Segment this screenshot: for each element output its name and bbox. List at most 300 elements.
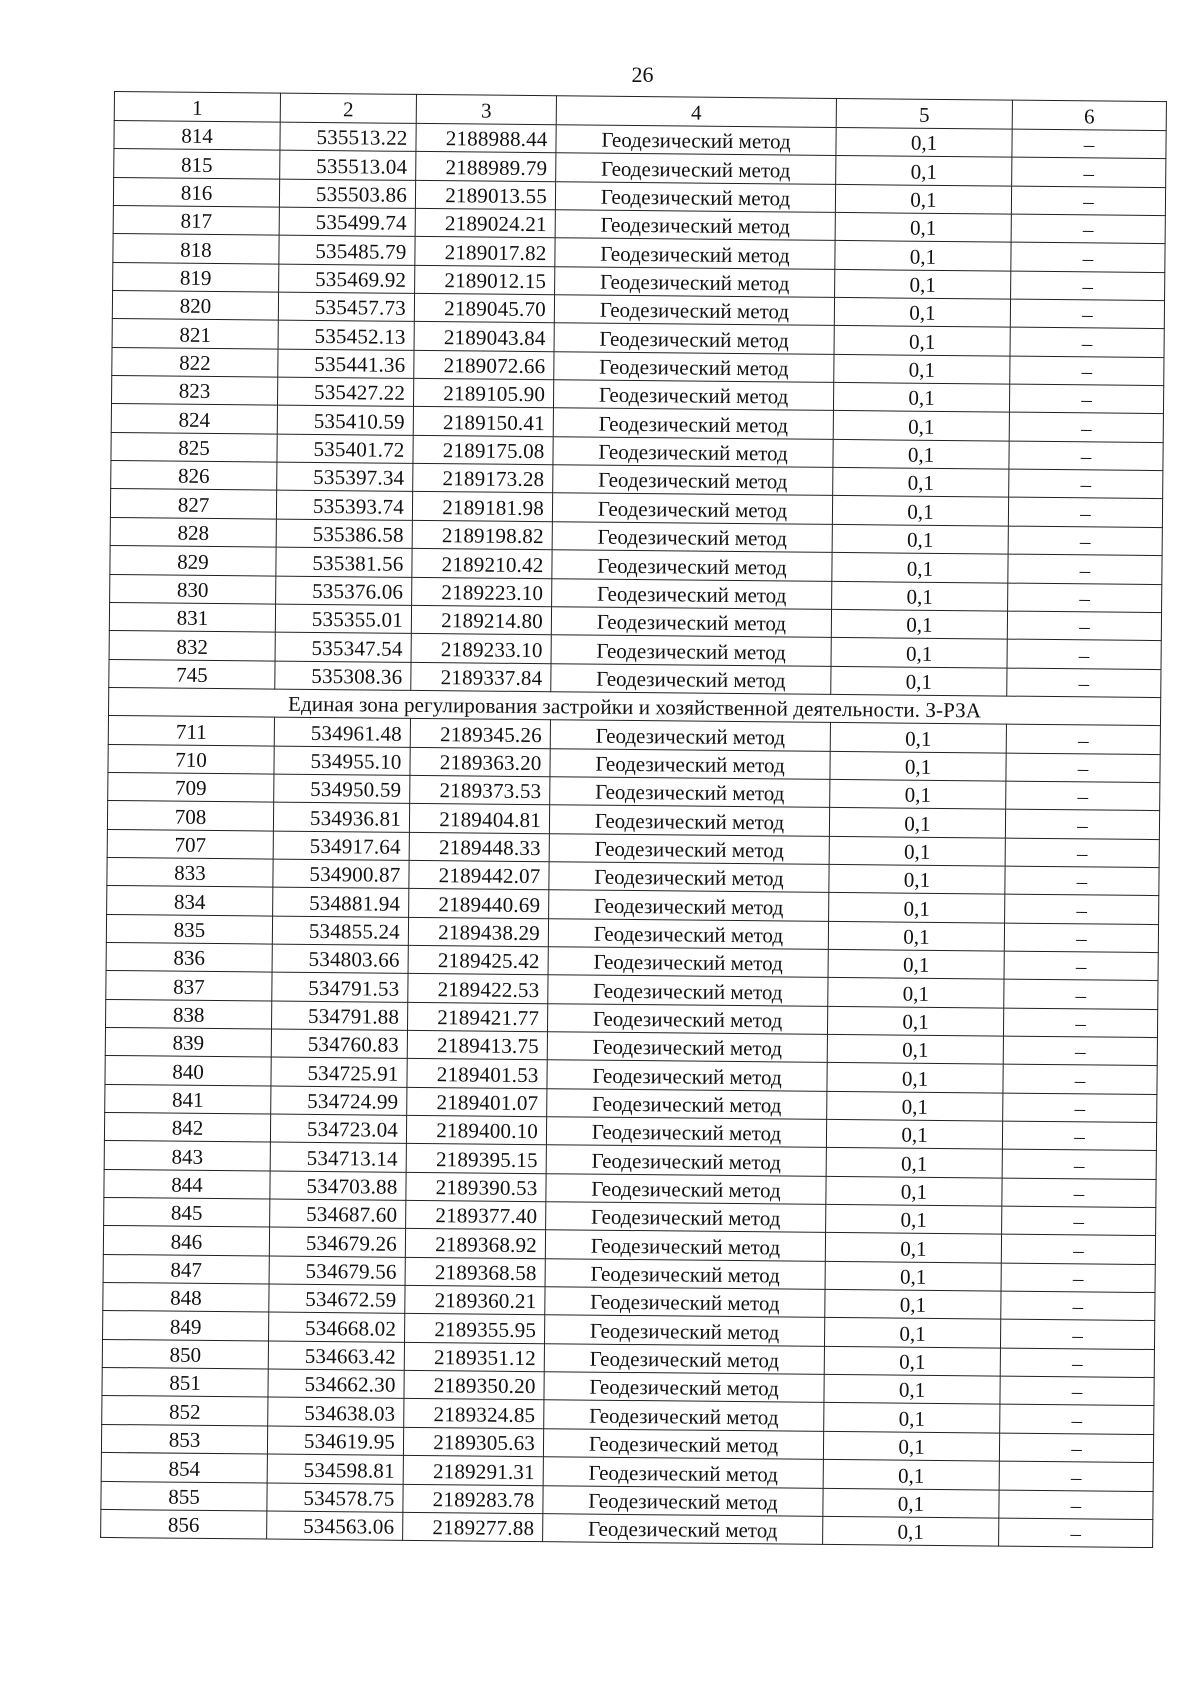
point-number-cell: 835	[106, 914, 272, 944]
accuracy-cell: 0,1	[835, 269, 1011, 299]
note-cell: –	[1005, 838, 1159, 868]
accuracy-cell: 0,1	[835, 184, 1011, 214]
y-coordinate-cell: 2189043.84	[414, 322, 554, 352]
accuracy-cell: 0,1	[828, 978, 1004, 1008]
x-coordinate-cell: 534619.95	[267, 1426, 403, 1456]
point-number-cell: 820	[112, 291, 278, 321]
section-title: Единая зона регулирования застройки и хозяйственной деятельности. З-РЗА	[109, 687, 1161, 725]
accuracy-cell: 0,1	[824, 1403, 1000, 1433]
method-cell: Геодезический метод	[555, 238, 835, 269]
y-coordinate-cell: 2189413.75	[407, 1030, 547, 1060]
note-cell: –	[1007, 639, 1161, 669]
note-cell: –	[1004, 951, 1158, 981]
point-number-cell: 710	[108, 744, 274, 774]
point-number-cell: 834	[107, 886, 273, 916]
note-cell: –	[1000, 1320, 1154, 1350]
x-coordinate-cell: 535381.56	[276, 547, 412, 577]
point-number-cell: 840	[105, 1056, 271, 1086]
point-number-cell: 709	[108, 772, 274, 802]
accuracy-cell: 0,1	[833, 439, 1009, 469]
method-cell: Геодезический метод	[553, 408, 833, 439]
note-cell: –	[1001, 1234, 1155, 1264]
accuracy-cell: 0,1	[834, 297, 1010, 327]
x-coordinate-cell: 535347.54	[275, 632, 411, 662]
method-cell: Геодезический метод	[548, 975, 828, 1006]
accuracy-cell: 0,1	[835, 212, 1011, 242]
x-coordinate-cell: 535401.72	[277, 434, 413, 464]
y-coordinate-cell: 2189305.63	[403, 1427, 543, 1457]
y-coordinate-cell: 2189363.20	[410, 747, 550, 777]
point-number-cell: 842	[104, 1112, 270, 1142]
y-coordinate-cell: 2189404.81	[409, 804, 549, 834]
method-cell: Геодезический метод	[552, 522, 832, 553]
point-number-cell: 848	[103, 1283, 269, 1313]
method-cell: Геодезический метод	[547, 1060, 827, 1091]
point-number-cell: 707	[107, 829, 273, 859]
method-cell: Геодезический метод	[545, 1230, 825, 1261]
y-coordinate-cell: 2189368.58	[405, 1257, 545, 1287]
note-cell: –	[1008, 554, 1162, 584]
accuracy-cell: 0,1	[827, 1034, 1003, 1064]
x-coordinate-cell: 534638.03	[268, 1398, 404, 1428]
method-cell: Геодезический метод	[548, 918, 828, 949]
point-number-cell: 745	[109, 659, 275, 689]
method-cell: Геодезический метод	[555, 210, 835, 241]
accuracy-cell: 0,1	[832, 581, 1008, 611]
method-cell: Геодезический метод	[546, 1173, 826, 1204]
method-cell: Геодезический метод	[550, 720, 830, 751]
note-cell: –	[999, 1433, 1153, 1463]
method-cell: Геодезический метод	[550, 748, 830, 779]
page-number: 26	[631, 62, 654, 87]
y-coordinate-cell: 2188988.44	[416, 123, 556, 153]
accuracy-cell: 0,1	[823, 1460, 999, 1490]
accuracy-cell: 0,1	[823, 1516, 999, 1546]
note-cell: –	[1001, 1263, 1155, 1293]
accuracy-cell: 0,1	[835, 241, 1011, 271]
point-number-cell: 814	[114, 121, 280, 151]
note-cell: –	[1009, 384, 1163, 414]
x-coordinate-cell: 534598.81	[267, 1454, 403, 1484]
y-coordinate-cell: 2189448.33	[409, 832, 549, 862]
note-cell: –	[1003, 1093, 1157, 1123]
x-coordinate-cell: 535386.58	[276, 519, 412, 549]
y-coordinate-cell: 2189360.21	[405, 1285, 545, 1315]
x-coordinate-cell: 534803.66	[272, 944, 408, 974]
note-cell: –	[1008, 583, 1162, 613]
point-number-cell: 838	[106, 999, 272, 1029]
column-header: 5	[836, 98, 1012, 129]
y-coordinate-cell: 2189401.07	[407, 1087, 547, 1117]
note-cell: –	[1002, 1206, 1156, 1236]
point-number-cell: 839	[105, 1027, 271, 1057]
note-cell: –	[1005, 866, 1159, 896]
note-cell: –	[1003, 1008, 1157, 1038]
method-cell: Геодезический метод	[551, 607, 831, 638]
note-cell: –	[1003, 1036, 1157, 1066]
x-coordinate-cell: 535499.74	[279, 207, 415, 237]
note-cell: –	[1002, 1121, 1156, 1151]
method-cell: Геодезический метод	[551, 635, 831, 666]
note-cell: –	[1009, 469, 1163, 499]
point-number-cell: 847	[103, 1254, 269, 1284]
method-cell: Геодезический метод	[554, 351, 834, 382]
accuracy-cell: 0,1	[824, 1346, 1000, 1376]
point-number-cell: 837	[106, 971, 272, 1001]
y-coordinate-cell: 2189422.53	[408, 974, 548, 1004]
method-cell: Геодезический метод	[552, 550, 832, 581]
y-coordinate-cell: 2189401.53	[407, 1059, 547, 1089]
note-cell: –	[1004, 979, 1158, 1009]
x-coordinate-cell: 535469.92	[279, 264, 415, 294]
note-cell: –	[1011, 242, 1165, 272]
method-cell: Геодезический метод	[555, 181, 835, 212]
point-number-cell: 824	[111, 404, 277, 434]
method-cell: Геодезический метод	[545, 1258, 825, 1289]
y-coordinate-cell: 2189173.28	[413, 464, 553, 494]
y-coordinate-cell: 2189345.26	[410, 719, 550, 749]
method-cell: Геодезический метод	[556, 153, 836, 184]
method-cell: Геодезический метод	[546, 1202, 826, 1233]
note-cell: –	[1005, 809, 1159, 839]
accuracy-cell: 0,1	[831, 666, 1007, 696]
note-cell: –	[1011, 186, 1165, 216]
x-coordinate-cell: 534578.75	[267, 1483, 403, 1513]
x-coordinate-cell: 535441.36	[278, 349, 414, 379]
accuracy-cell: 0,1	[823, 1431, 999, 1461]
column-header: 1	[114, 92, 280, 123]
x-coordinate-cell: 535376.06	[276, 576, 412, 606]
y-coordinate-cell: 2189045.70	[414, 293, 554, 323]
accuracy-cell: 0,1	[836, 156, 1012, 186]
point-number-cell: 854	[101, 1453, 267, 1483]
note-cell: –	[1006, 724, 1160, 754]
note-cell: –	[1010, 328, 1164, 358]
y-coordinate-cell: 2189377.40	[406, 1200, 546, 1230]
point-number-cell: 818	[113, 234, 279, 264]
accuracy-cell: 0,1	[832, 496, 1008, 526]
note-cell: –	[999, 1518, 1153, 1548]
point-number-cell: 836	[106, 942, 272, 972]
note-cell: –	[1012, 129, 1166, 159]
accuracy-cell: 0,1	[829, 864, 1005, 894]
method-cell: Геодезический метод	[546, 1117, 826, 1148]
method-cell: Геодезический метод	[543, 1428, 823, 1459]
x-coordinate-cell: 535513.22	[280, 122, 416, 152]
point-number-cell: 819	[113, 262, 279, 292]
note-cell: –	[1005, 894, 1159, 924]
note-cell: –	[1006, 781, 1160, 811]
y-coordinate-cell: 2189214.80	[411, 605, 551, 635]
point-number-cell: 843	[104, 1141, 270, 1171]
accuracy-cell: 0,1	[833, 411, 1009, 441]
method-cell: Геодезический метод	[549, 805, 829, 836]
x-coordinate-cell: 535452.13	[278, 320, 414, 350]
point-number-cell: 833	[107, 857, 273, 887]
method-cell: Геодезический метод	[543, 1514, 823, 1545]
x-coordinate-cell: 535397.34	[277, 462, 413, 492]
column-header: 2	[280, 93, 416, 123]
accuracy-cell: 0,1	[826, 1176, 1002, 1206]
point-number-cell: 831	[109, 602, 275, 632]
method-cell: Геодезический метод	[552, 493, 832, 524]
accuracy-cell: 0,1	[825, 1261, 1001, 1291]
y-coordinate-cell: 2189368.92	[405, 1229, 545, 1259]
accuracy-cell: 0,1	[826, 1148, 1002, 1178]
method-cell: Геодезический метод	[544, 1315, 824, 1346]
method-cell: Геодезический метод	[554, 323, 834, 354]
accuracy-cell: 0,1	[824, 1318, 1000, 1348]
point-number-cell: 853	[101, 1424, 267, 1454]
point-number-cell: 851	[102, 1368, 268, 1398]
y-coordinate-cell: 2189350.20	[404, 1370, 544, 1400]
y-coordinate-cell: 2189013.55	[415, 180, 555, 210]
column-header: 6	[1012, 100, 1166, 130]
y-coordinate-cell: 2189210.42	[412, 549, 552, 579]
accuracy-cell: 0,1	[836, 127, 1012, 157]
method-cell: Геодезический метод	[545, 1287, 825, 1318]
x-coordinate-cell: 535457.73	[278, 292, 414, 322]
column-header: 3	[416, 94, 556, 124]
accuracy-cell: 0,1	[829, 893, 1005, 923]
note-cell: –	[1007, 611, 1161, 641]
method-cell: Геодезический метод	[554, 295, 834, 326]
accuracy-cell: 0,1	[828, 921, 1004, 951]
y-coordinate-cell: 2189337.84	[411, 662, 551, 692]
x-coordinate-cell: 534679.26	[269, 1227, 405, 1257]
accuracy-cell: 0,1	[833, 468, 1009, 498]
note-cell: –	[1009, 441, 1163, 471]
x-coordinate-cell: 534791.53	[272, 972, 408, 1002]
y-coordinate-cell: 2189440.69	[409, 889, 549, 919]
note-cell: –	[1011, 271, 1165, 301]
point-number-cell: 850	[102, 1339, 268, 1369]
accuracy-cell: 0,1	[828, 949, 1004, 979]
method-cell: Геодезический метод	[553, 437, 833, 468]
method-cell: Геодезический метод	[548, 947, 828, 978]
x-coordinate-cell: 534855.24	[272, 916, 408, 946]
y-coordinate-cell: 2189012.15	[415, 265, 555, 295]
y-coordinate-cell: 2189105.90	[413, 378, 553, 408]
x-coordinate-cell: 534672.59	[269, 1284, 405, 1314]
point-number-cell: 817	[113, 206, 279, 236]
x-coordinate-cell: 535410.59	[277, 406, 413, 436]
x-coordinate-cell: 535427.22	[277, 377, 413, 407]
point-number-cell: 711	[108, 716, 274, 746]
x-coordinate-cell: 534725.91	[271, 1057, 407, 1087]
method-cell: Геодезический метод	[543, 1485, 823, 1516]
note-cell: –	[1002, 1149, 1156, 1179]
y-coordinate-cell: 2189150.41	[413, 407, 553, 437]
point-number-cell: 815	[114, 149, 280, 179]
y-coordinate-cell: 2189395.15	[406, 1144, 546, 1174]
point-number-cell: 826	[111, 461, 277, 491]
accuracy-cell: 0,1	[824, 1375, 1000, 1405]
accuracy-cell: 0,1	[834, 326, 1010, 356]
y-coordinate-cell: 2189442.07	[409, 860, 549, 890]
coordinates-table	[100, 91, 1167, 1548]
point-number-cell: 816	[113, 177, 279, 207]
method-cell: Геодезический метод	[549, 862, 829, 893]
accuracy-cell: 0,1	[827, 1006, 1003, 1036]
method-cell: Геодезический метод	[547, 1088, 827, 1119]
x-coordinate-cell: 534900.87	[273, 859, 409, 889]
method-cell: Геодезический метод	[544, 1372, 824, 1403]
x-coordinate-cell: 535393.74	[276, 491, 412, 521]
accuracy-cell: 0,1	[830, 723, 1006, 753]
x-coordinate-cell: 534760.83	[271, 1029, 407, 1059]
note-cell: –	[999, 1461, 1153, 1491]
accuracy-cell: 0,1	[826, 1204, 1002, 1234]
y-coordinate-cell: 2189277.88	[403, 1512, 543, 1542]
method-cell: Геодезический метод	[553, 465, 833, 496]
note-cell: –	[1006, 753, 1160, 783]
accuracy-cell: 0,1	[831, 638, 1007, 668]
y-coordinate-cell: 2189181.98	[412, 492, 552, 522]
x-coordinate-cell: 535308.36	[275, 661, 411, 691]
point-number-cell: 852	[102, 1396, 268, 1426]
x-coordinate-cell: 534791.88	[272, 1001, 408, 1031]
y-coordinate-cell: 2189198.82	[412, 520, 552, 550]
x-coordinate-cell: 534950.59	[274, 774, 410, 804]
y-coordinate-cell: 2188989.79	[416, 152, 556, 182]
x-coordinate-cell: 534917.64	[273, 831, 409, 861]
x-coordinate-cell: 534663.42	[268, 1341, 404, 1371]
note-cell: –	[1000, 1376, 1154, 1406]
y-coordinate-cell: 2189072.66	[414, 350, 554, 380]
method-cell: Геодезический метод	[544, 1400, 824, 1431]
accuracy-cell: 0,1	[832, 553, 1008, 583]
y-coordinate-cell: 2189223.10	[412, 577, 552, 607]
point-number-cell: 846	[103, 1226, 269, 1256]
method-cell: Геодезический метод	[552, 578, 832, 609]
note-cell: –	[1003, 1064, 1157, 1094]
method-cell: Геодезический метод	[556, 125, 836, 156]
x-coordinate-cell: 534679.56	[269, 1256, 405, 1286]
x-coordinate-cell: 534662.30	[268, 1369, 404, 1399]
accuracy-cell: 0,1	[826, 1119, 1002, 1149]
note-cell: –	[1008, 526, 1162, 556]
note-cell: –	[1002, 1178, 1156, 1208]
x-coordinate-cell: 534668.02	[269, 1312, 405, 1342]
point-number-cell: 841	[105, 1084, 271, 1114]
accuracy-cell: 0,1	[833, 383, 1009, 413]
column-header: 4	[556, 96, 836, 128]
method-cell: Геодезический метод	[547, 1032, 827, 1063]
note-cell: –	[1010, 299, 1164, 329]
point-number-cell: 708	[107, 801, 273, 831]
accuracy-cell: 0,1	[823, 1488, 999, 1518]
point-number-cell: 856	[101, 1509, 267, 1539]
x-coordinate-cell: 534563.06	[267, 1511, 403, 1541]
y-coordinate-cell: 2189175.08	[413, 435, 553, 465]
method-cell: Геодезический метод	[547, 1003, 827, 1034]
x-coordinate-cell: 534687.60	[270, 1199, 406, 1229]
x-coordinate-cell: 534955.10	[274, 746, 410, 776]
accuracy-cell: 0,1	[830, 779, 1006, 809]
y-coordinate-cell: 2189425.42	[408, 945, 548, 975]
method-cell: Геодезический метод	[546, 1145, 826, 1176]
x-coordinate-cell: 534713.14	[270, 1142, 406, 1172]
point-number-cell: 829	[110, 546, 276, 576]
y-coordinate-cell: 2189390.53	[406, 1172, 546, 1202]
point-number-cell: 849	[103, 1311, 269, 1341]
method-cell: Геодезический метод	[544, 1343, 824, 1374]
accuracy-cell: 0,1	[827, 1063, 1003, 1093]
note-cell: –	[1009, 413, 1163, 443]
x-coordinate-cell: 535503.86	[279, 179, 415, 209]
note-cell: –	[1008, 498, 1162, 528]
y-coordinate-cell: 2189355.95	[405, 1314, 545, 1344]
method-cell: Геодезический метод	[550, 777, 830, 808]
x-coordinate-cell: 534723.04	[270, 1114, 406, 1144]
point-number-cell: 855	[101, 1481, 267, 1511]
note-cell: –	[1012, 157, 1166, 187]
note-cell: –	[1001, 1291, 1155, 1321]
accuracy-cell: 0,1	[829, 808, 1005, 838]
accuracy-cell: 0,1	[829, 836, 1005, 866]
method-cell: Геодезический метод	[551, 663, 831, 694]
point-number-cell: 827	[110, 489, 276, 519]
y-coordinate-cell: 2189283.78	[403, 1484, 543, 1514]
x-coordinate-cell: 534936.81	[273, 802, 409, 832]
y-coordinate-cell: 2189438.29	[408, 917, 548, 947]
y-coordinate-cell: 2189373.53	[410, 775, 550, 805]
x-coordinate-cell: 534724.99	[271, 1086, 407, 1116]
accuracy-cell: 0,1	[834, 354, 1010, 384]
point-number-cell: 844	[104, 1169, 270, 1199]
y-coordinate-cell: 2189024.21	[415, 208, 555, 238]
y-coordinate-cell: 2189017.82	[415, 237, 555, 267]
accuracy-cell: 0,1	[831, 609, 1007, 639]
x-coordinate-cell: 534961.48	[274, 717, 410, 747]
note-cell: –	[1000, 1348, 1154, 1378]
accuracy-cell: 0,1	[830, 751, 1006, 781]
point-number-cell: 832	[109, 631, 275, 661]
method-cell: Геодезический метод	[543, 1457, 823, 1488]
point-number-cell: 830	[110, 574, 276, 604]
point-number-cell: 828	[110, 517, 276, 547]
note-cell: –	[1010, 356, 1164, 386]
method-cell: Геодезический метод	[553, 380, 833, 411]
accuracy-cell: 0,1	[832, 524, 1008, 554]
x-coordinate-cell: 535513.04	[280, 150, 416, 180]
note-cell: –	[1007, 668, 1161, 698]
accuracy-cell: 0,1	[825, 1233, 1001, 1263]
y-coordinate-cell: 2189324.85	[404, 1399, 544, 1429]
y-coordinate-cell: 2189291.31	[403, 1455, 543, 1485]
y-coordinate-cell: 2189233.10	[411, 634, 551, 664]
x-coordinate-cell: 535485.79	[279, 235, 415, 265]
y-coordinate-cell: 2189421.77	[407, 1002, 547, 1032]
note-cell: –	[999, 1490, 1153, 1520]
accuracy-cell: 0,1	[827, 1091, 1003, 1121]
method-cell: Геодезический метод	[549, 833, 829, 864]
point-number-cell: 821	[112, 319, 278, 349]
note-cell: –	[1004, 923, 1158, 953]
point-number-cell: 825	[111, 432, 277, 462]
y-coordinate-cell: 2189351.12	[404, 1342, 544, 1372]
y-coordinate-cell: 2189400.10	[406, 1115, 546, 1145]
x-coordinate-cell: 535355.01	[275, 604, 411, 634]
point-number-cell: 845	[104, 1198, 270, 1228]
note-cell: –	[1000, 1405, 1154, 1435]
x-coordinate-cell: 534703.88	[270, 1171, 406, 1201]
method-cell: Геодезический метод	[555, 266, 835, 297]
point-number-cell: 822	[112, 347, 278, 377]
note-cell: –	[1011, 214, 1165, 244]
accuracy-cell: 0,1	[825, 1289, 1001, 1319]
